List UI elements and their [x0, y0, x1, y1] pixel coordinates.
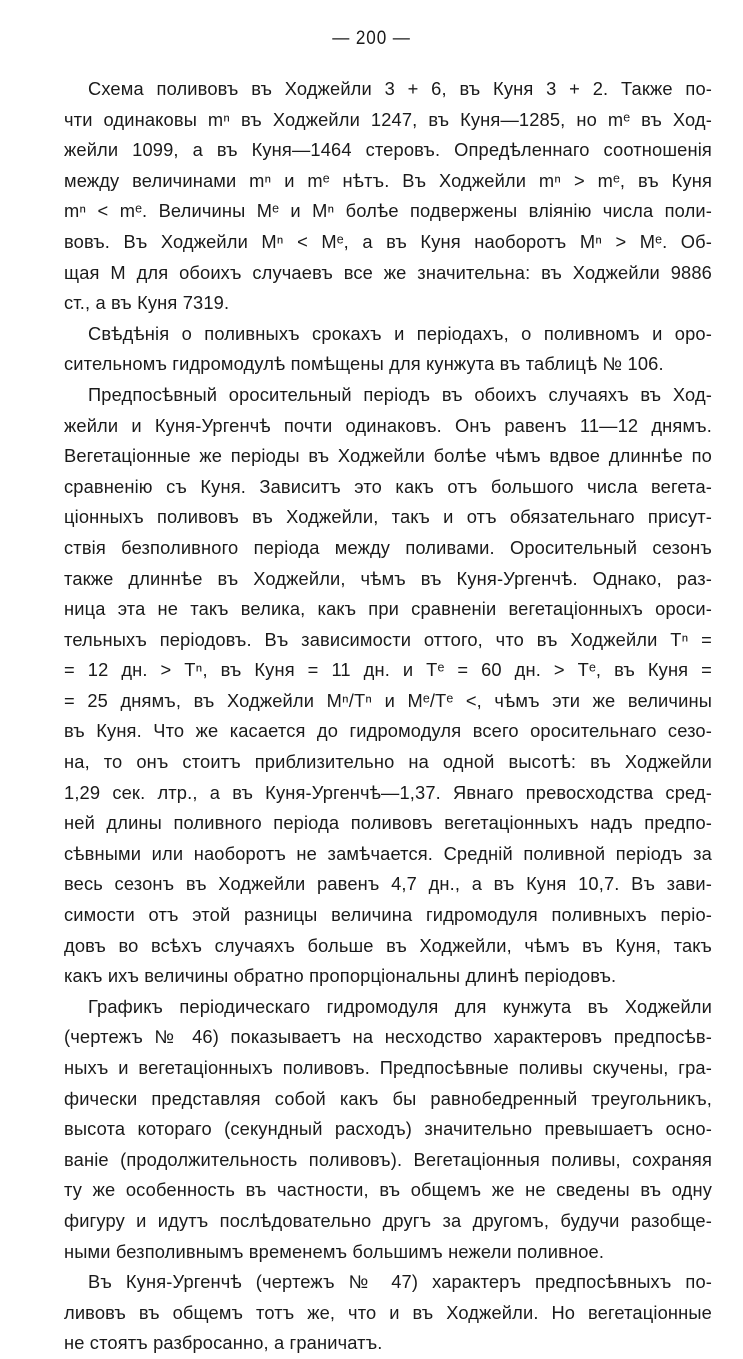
text-line: какъ ихъ величины обратно пропорціональны длинѣ періодовъ. — [64, 965, 617, 987]
text-line: 1,29 сек. лтр., а въ Куня-Ургенчѣ—1,37. Явнаго превосходства сред- — [64, 781, 712, 803]
paragraph — [64, 74, 712, 319]
text-line: сѣвными или наоборотъ не замѣчается. Средній поливной періодъ за — [64, 842, 712, 864]
text-line: Графикъ періодическаго гидромодуля для кунжута въ Ходжейли — [88, 995, 712, 1017]
paragraph — [64, 992, 712, 1267]
body-text — [64, 74, 712, 1359]
text-line: ливовъ въ общемъ тотъ же, что и въ Ходжейли. Но вегетаціонные — [64, 1301, 712, 1323]
text-line: Свѣдѣнія о поливныхъ срокахъ и періодахъ, о поливномъ и оро- — [88, 322, 712, 344]
text-line: ными безполивнымъ временемъ большимъ нежели поливное. — [64, 1240, 605, 1262]
text-line: сравненію съ Куня. Зависитъ это какъ отъ большого числа вегета- — [64, 475, 712, 497]
text-line: симости отъ этой разницы величина гидромодуля поливныхъ періо- — [64, 904, 712, 926]
text-line: также длиннѣе въ Ходжейли, чѣмъ въ Куня-Ургенчѣ. Однако, раз- — [64, 567, 712, 589]
text-line: Въ Куня-Ургенчѣ (чертежъ № 47) характеръ предпосѣвныхъ по- — [88, 1271, 712, 1293]
text-line: щая M для обоихъ случаевъ все же значительна: въ Ходжейли 9886 — [64, 261, 712, 283]
text-line: высота котораго (секундный расходъ) значительно превышаетъ осно- — [64, 1118, 712, 1140]
text-line: на, то онъ стоитъ приблизительно на одной высотѣ: въ Ходжейли — [64, 751, 712, 773]
text-line: между величинами mⁿ и mᵉ нѣтъ. Въ Ходжейли mⁿ > mᵉ, въ Куня — [64, 169, 712, 191]
text-line: фически представляя собой какъ бы равнобедренный треугольникъ, — [64, 1087, 712, 1109]
text-line: сительномъ гидромодулѣ помѣщены для кунжута въ таблицѣ № 106. — [64, 353, 664, 375]
text-line: въ Куня. Что же касается до гидромодуля всего оросительнаго сезо- — [64, 720, 712, 742]
text-line: весь сезонъ въ Ходжейли равенъ 4,7 дн., а въ Куня 10,7. Въ зави- — [64, 873, 712, 895]
text-line: Предпосѣвный оросительный періодъ въ обоихъ случаяхъ въ Ход- — [88, 383, 712, 405]
text-line: жейли 1099, а въ Куня—1464 стеровъ. Опредѣленнаго соотношенія — [64, 139, 712, 161]
text-line: вовъ. Въ Ходжейли Mⁿ < Mᵉ, а въ Куня наоборотъ Mⁿ > Mᵉ. Об- — [64, 230, 712, 252]
text-line: не стоятъ разбросанно, а граничатъ. — [64, 1332, 383, 1354]
paragraph — [64, 319, 712, 380]
text-line: жейли и Куня-Ургенчѣ почти одинаковъ. Онъ равенъ 11—12 днямъ. — [64, 414, 712, 436]
text-line: чти одинаковы mⁿ въ Ходжейли 1247, въ Куня—1285, но mᵉ въ Ход- — [64, 108, 712, 130]
page-number: — 200 — — [332, 28, 411, 49]
text-line: ст., а въ Куня 7319. — [64, 292, 230, 314]
text-line: (чертежъ № 46) показываетъ на несходство характеровъ предпосѣв- — [64, 1026, 712, 1048]
paragraph — [64, 380, 712, 992]
text-line: ваніе (продолжительность поливовъ). Вегетаціонныя поливы, сохраняя — [64, 1148, 712, 1170]
text-line: Вегетаціонные же періоды въ Ходжейли болѣе чѣмъ вдвое длиннѣе по — [64, 445, 712, 467]
text-line: ціонныхъ поливовъ въ Ходжейли, такъ и отъ обязательнаго присут- — [64, 506, 712, 528]
text-line: = 25 днямъ, въ Ходжейли Mⁿ/Tⁿ и Mᵉ/Tᵉ <, чѣмъ эти же величины — [64, 689, 712, 711]
text-line: довъ во всѣхъ случаяхъ больше въ Ходжейли, чѣмъ въ Куня, такъ — [64, 934, 712, 956]
text-line: ница эта не такъ велика, какъ при сравненіи вегетаціонныхъ ороси- — [64, 598, 712, 620]
text-line: mⁿ < mᵉ. Величины Mᵉ и Mⁿ болѣе подвержены вліянію числа поли- — [64, 200, 712, 222]
text-line: ствія безполивного періода между поливами. Оросительный сезонъ — [64, 536, 712, 558]
text-line: ту же особенность въ частности, въ общемъ же не сведены въ одну — [64, 1179, 712, 1201]
text-line: фигуру и идутъ послѣдовательно другъ за другомъ, будучи разобще- — [64, 1209, 712, 1231]
text-line: ней длины поливного періода поливовъ вегетаціонныхъ надъ предпо- — [64, 812, 712, 834]
text-line: тельныхъ періодовъ. Въ зависимости оттого, что въ Ходжейли Tⁿ = — [64, 628, 712, 650]
text-line: ныхъ и вегетаціонныхъ поливовъ. Предпосѣвные поливы скучены, гра- — [64, 1057, 712, 1078]
text-line: Схема поливовъ въ Ходжейли 3 + 6, въ Куня 3 + 2. Также по- — [88, 78, 712, 99]
paragraph — [64, 1267, 712, 1359]
text-line: = 12 дн. > Tⁿ, въ Куня = 11 дн. и Tᵉ = 60 дн. > Tᵉ, въ Куня = — [64, 659, 712, 681]
